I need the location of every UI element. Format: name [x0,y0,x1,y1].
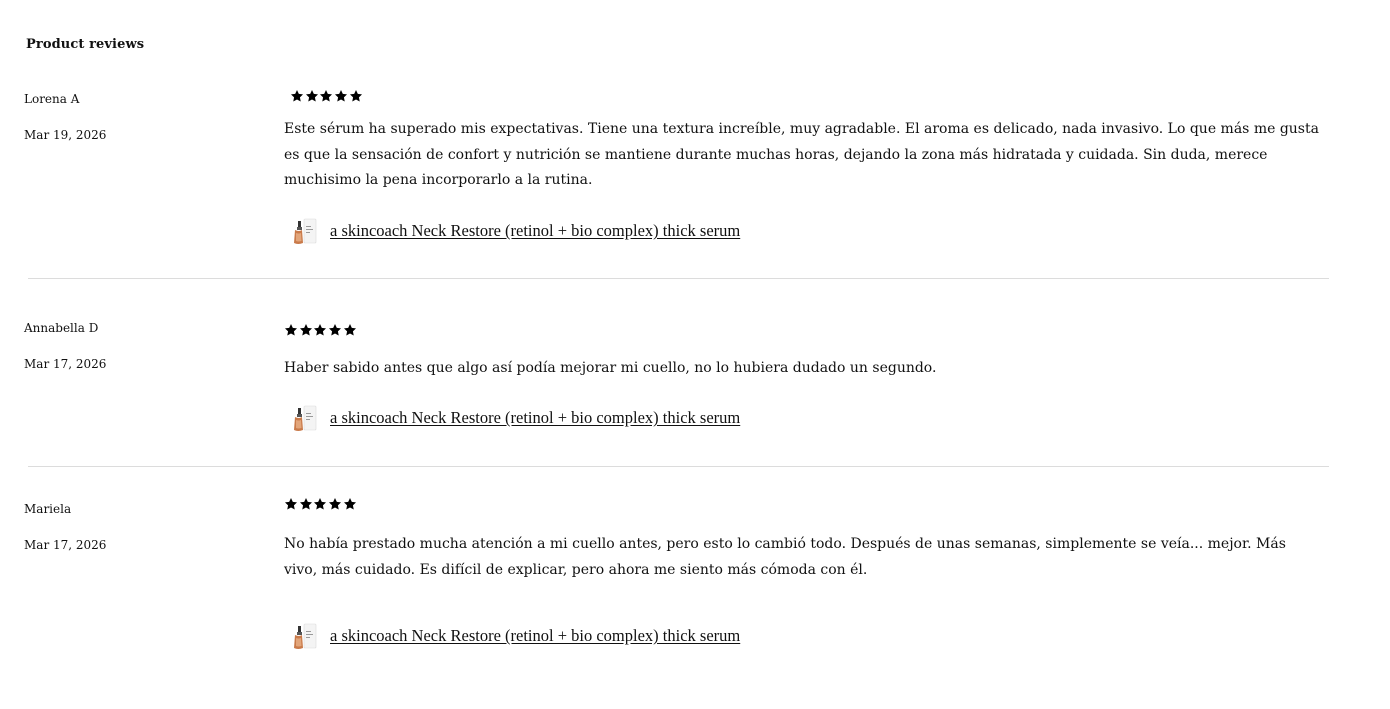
star-icon [343,323,358,337]
star-rating [284,497,357,511]
star-rating [290,89,363,103]
review-author: Lorena A [24,92,80,106]
product-name[interactable]: a skincoach Neck Restore (retinol + bio complex) thick serum [330,221,741,240]
star-icon [313,323,328,337]
star-icon [319,89,334,103]
review-body: No había prestado mucha atención a mi cuello antes, pero esto lo cambió todo. Después de unas semanas, simplemente se veía... mejor. Más vivo, más cuidado. Es difícil de explicar, pero ahora me siento más cómoda con él. [284,536,1286,578]
star-icon [313,497,328,511]
review-divider [28,278,1329,279]
star-icon [284,323,299,337]
review-author: Annabella D [24,321,99,335]
review-date: Mar 19, 2026 [24,128,107,142]
product-thumbnail [290,621,320,651]
page-title: Product reviews [26,37,145,52]
product-thumbnail [290,216,320,246]
star-icon [334,89,349,103]
review-date: Mar 17, 2026 [24,357,107,371]
star-icon [290,89,305,103]
review-date: Mar 17, 2026 [24,538,107,552]
product-thumbnail [290,403,320,433]
star-icon [305,89,320,103]
review-author: Mariela [24,502,72,516]
star-icon [349,89,364,103]
star-icon [284,497,299,511]
review-divider [28,466,1329,467]
star-rating [284,323,357,337]
product-name[interactable]: a skincoach Neck Restore (retinol + bio complex) thick serum [330,626,741,645]
star-icon [328,497,343,511]
product-link[interactable] [290,216,740,246]
star-icon [299,497,314,511]
review-body: Haber sabido antes que algo así podía mejorar mi cuello, no lo hubiera dudado un segundo. [284,360,937,376]
star-icon [299,323,314,337]
star-icon [328,323,343,337]
review-body: Este sérum ha superado mis expectativas. Tiene una textura increíble, muy agradable. El aroma es delicado, nada invasivo. Lo que más me gusta es que la sensación de confort y nutrición se mantiene durante muchas horas, dejando la zona más hidratada y cuidada. Sin duda, merece muchisimo la pena incorporarlo a la rutina. [284,121,1319,188]
product-link[interactable] [290,403,740,433]
product-link[interactable] [290,621,740,651]
product-name[interactable]: a skincoach Neck Restore (retinol + bio complex) thick serum [330,408,741,427]
star-icon [343,497,358,511]
